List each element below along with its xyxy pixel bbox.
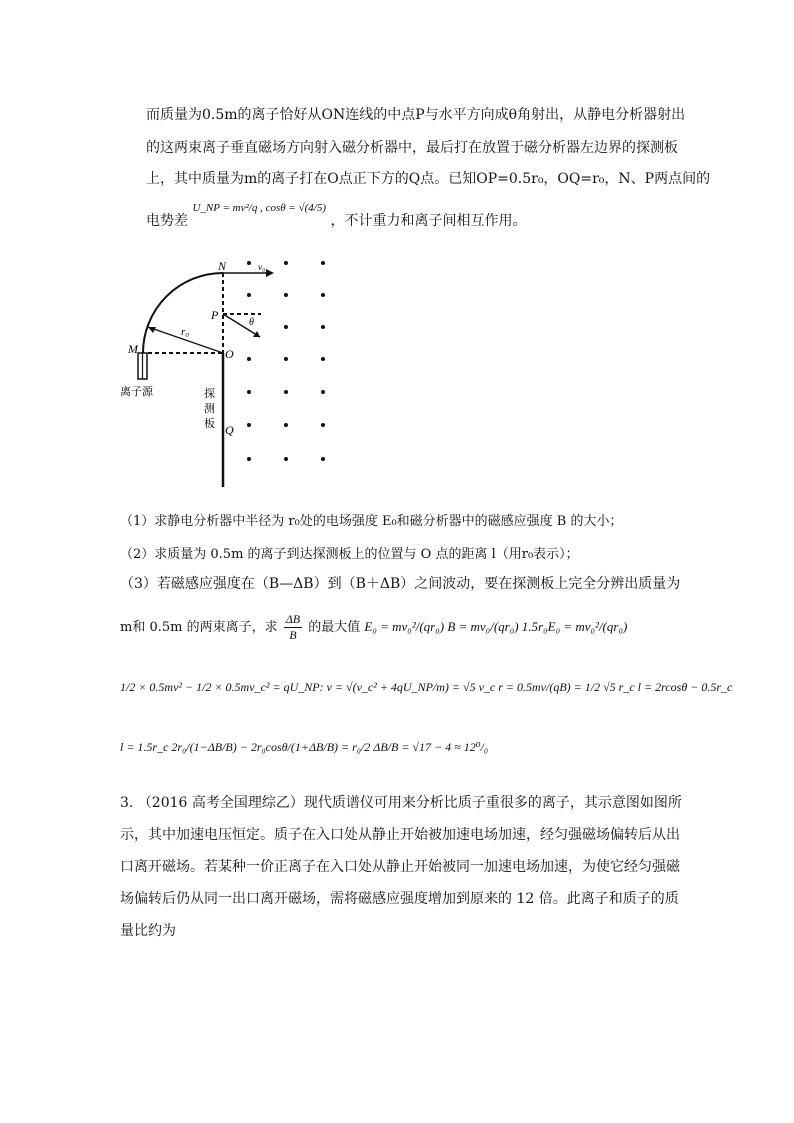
question-3-prefix: m和 0.5m 的两束离子，求 <box>120 620 278 635</box>
label-detector-1: 探 <box>204 387 215 400</box>
question-3-formula: E₀ = mv₀²/(qr₀) B = mv₀/(qr₀) 1.5r₀E₀ = mv₀²/(qr₀) <box>364 619 628 634</box>
magnetic-field-dots <box>247 261 325 461</box>
question-1: （1）求静电分析器中半径为 r₀处的电场强度 E₀和磁分析器中的磁感应强度 B 的大小； <box>120 514 623 529</box>
label-theta: θ <box>249 317 254 328</box>
solution-equation-1: 1/2 × 0.5mv² − 1/2 × 0.5mv_c² = qU_NP: v = √(v_c² + 4qU_NP/m) = √5 v_c r = 0.5mv/(qB) = 1/2 √5 r_c l = 2rcosθ − 0.5r_c <box>120 680 733 694</box>
label-n: N <box>218 259 227 273</box>
v0-arrowhead <box>266 269 274 277</box>
question-3-line-1: （3）若磁感应强度在（B—ΔB）到（B＋ΔB）之间波动，要在探测板上完全分辨出质量为 <box>120 576 681 592</box>
question-2: （2）求质量为 0.5m 的离子到达探测板上的位置与 O 点的距离 l（用r₀表示）； <box>120 547 579 562</box>
label-v0: v₀ <box>258 262 266 272</box>
r0-arrowhead <box>148 327 156 333</box>
paragraph-line-4-suffix: ，不计重力和离子间相互作用。 <box>330 213 527 229</box>
paragraph-line-4-prefix: 电势差 <box>146 213 188 229</box>
delta-b-over-b-fraction: $\frac{\Delta B}{B}$ <box>285 612 301 642</box>
question-3-line-2 <box>120 612 627 643</box>
paragraph-line-2: 的这两束离子垂直磁场方向射入磁分析器中，最后打在放置于磁分析器左边界的探测板 <box>146 140 678 156</box>
label-q: Q <box>225 423 234 437</box>
label-detector-2: 测 <box>204 402 215 415</box>
label-m: M <box>128 342 138 356</box>
label-ion-source: 离子源 <box>120 385 153 398</box>
question-3-mid: 的最大值 <box>308 620 361 635</box>
electrostatic-magnetic-analyzer-figure <box>118 255 348 490</box>
problem-3-line-4: 场偏转后仍从同一出口离开磁场，需将磁感应强度增加到原来的 12 倍。此离子和质子的质 <box>120 891 679 907</box>
problem-3-line-3: 口离开磁场。若某种一价正离子在入口处从静止开始被同一加速电场加速，为使它经匀强磁 <box>120 859 680 875</box>
paragraph-line-3: 上，其中质量为m的离子打在O点正下方的Q点。已知OP=0.5r₀，OQ=r₀，N、P两点间的 <box>146 171 711 187</box>
label-detector-3: 板 <box>204 417 215 430</box>
p-velocity-arrow <box>223 314 260 337</box>
problem-3-line-5: 量比约为 <box>120 923 176 939</box>
label-r0: r₀ <box>181 326 190 338</box>
paragraph-line-1: 而质量为0.5m的离子恰好从ON连线的中点P与水平方向成θ角射出，从静电分析器射出 <box>146 107 686 123</box>
problem-3-line-1: 3. （2016 高考全国理综乙）现代质谱仪可用来分析比质子重很多的离子，其示意图如图所 <box>120 795 682 811</box>
problem-3-line-2: 示，其中加速电压恒定。质子在入口处从静止开始被加速电场加速，经匀强磁场偏转后从出 <box>120 827 680 843</box>
label-o: O <box>225 347 234 361</box>
unp-formula: U_NP = mv²/q , cosθ = √(4/5) <box>192 202 327 214</box>
label-p: P <box>211 308 219 322</box>
solution-equation-2: l = 1.5r_c 2r₀/(1−ΔB/B) − 2r₀cosθ/(1+ΔB/B) = r₀/2 ΔB/B = √17 − 4 ≈ 12⁰/₀ <box>120 740 489 754</box>
